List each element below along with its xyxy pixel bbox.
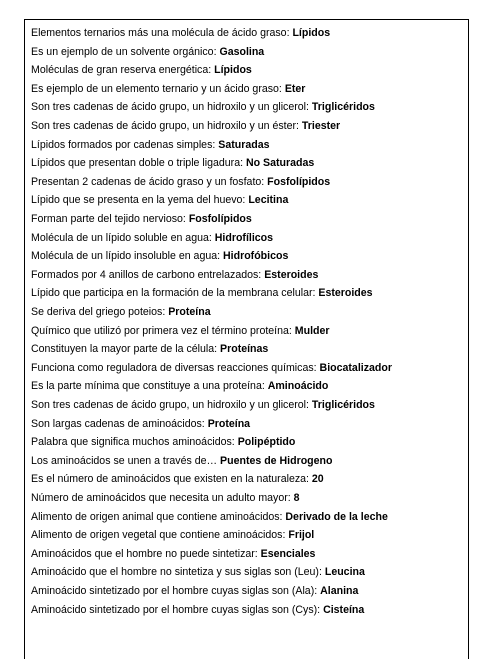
question-text: Forman parte del tejido nervioso: bbox=[31, 213, 189, 225]
answer-text: No Saturadas bbox=[245, 157, 315, 170]
text-line bbox=[31, 212, 466, 226]
question-text: Son largas cadenas de aminoácidos: bbox=[31, 417, 208, 430]
text-line bbox=[31, 324, 466, 338]
answer-text: Proteína bbox=[207, 417, 251, 430]
answer-text: Eter bbox=[284, 82, 306, 95]
text-line bbox=[31, 435, 466, 449]
question-text: Lípidos formados por cadenas simples: bbox=[31, 138, 219, 151]
text-line bbox=[31, 454, 466, 468]
answer-text: Esteroides bbox=[264, 268, 319, 281]
answer-text: Aminoácido bbox=[267, 380, 329, 393]
text-line bbox=[31, 584, 466, 598]
text-line bbox=[31, 342, 466, 356]
answer-text: Polipéptido bbox=[237, 436, 296, 449]
text-line bbox=[31, 286, 466, 300]
question-text: Alimento de origen vegetal que contiene aminoácidos: bbox=[31, 529, 289, 542]
answer-text: Alanina bbox=[320, 585, 359, 597]
text-line bbox=[31, 491, 466, 505]
question-text: Aminoácido sintetizado por el hombre cuyas siglas son (Cys): bbox=[31, 603, 324, 616]
text-line bbox=[31, 547, 466, 561]
answer-text: Esenciales bbox=[260, 547, 316, 560]
text-line bbox=[31, 26, 466, 40]
question-text: Es ejemplo de un elemento ternario y un ácido graso: bbox=[31, 82, 285, 95]
question-text: Palabra que significa muchos aminoácidos: bbox=[31, 436, 238, 449]
text-line bbox=[31, 119, 466, 133]
question-text: Es el número de aminoácidos que existen en la naturaleza: bbox=[31, 473, 312, 486]
text-line bbox=[31, 193, 466, 207]
question-text: Molécula de un lípido soluble en agua: bbox=[31, 231, 215, 244]
question-text: Los aminoácidos se unen a través de… bbox=[31, 454, 221, 467]
question-text: Constituyen la mayor parte de la célula: bbox=[31, 343, 221, 356]
question-text: Funciona como reguladora de diversas reacciones químicas: bbox=[31, 361, 320, 374]
question-text: Lípido que participa en la formación de la membrana celular: bbox=[31, 287, 319, 300]
question-text: Aminoácido sintetizado por el hombre cuyas siglas son (Ala): bbox=[31, 585, 321, 597]
question-text: Número de aminoácidos que necesita un adulto mayor: bbox=[31, 492, 294, 504]
question-text: Presentan 2 cadenas de ácido graso y un fosfato: bbox=[31, 175, 268, 188]
answer-text: Leucina bbox=[324, 566, 365, 579]
text-line bbox=[31, 361, 466, 375]
question-text: Es un ejemplo de un solvente orgánico: bbox=[31, 45, 220, 58]
text-line bbox=[31, 528, 466, 542]
answer-text: Triester bbox=[301, 120, 341, 132]
text-line bbox=[31, 379, 466, 393]
text-line bbox=[31, 417, 466, 431]
answer-text: Mulder bbox=[294, 324, 330, 337]
answer-text: 8 bbox=[293, 492, 300, 504]
text-line bbox=[31, 138, 466, 152]
question-text: Se deriva del griego poteios: bbox=[31, 306, 169, 318]
answer-text: Gasolina bbox=[219, 45, 265, 58]
text-line bbox=[31, 249, 466, 263]
text-line bbox=[31, 63, 466, 77]
answer-text: Frijol bbox=[288, 529, 315, 542]
answer-text: Fosfolípidos bbox=[267, 175, 331, 188]
document-page bbox=[24, 19, 469, 659]
text-line bbox=[31, 565, 466, 579]
text-line bbox=[31, 472, 466, 486]
text-line bbox=[31, 100, 466, 114]
answer-text: Proteína bbox=[168, 306, 211, 318]
answer-text: Hidrofóbicos bbox=[223, 250, 289, 263]
text-line bbox=[31, 398, 466, 412]
answer-text: 20 bbox=[311, 473, 324, 486]
answer-text: Derivado de la leche bbox=[285, 510, 388, 523]
text-line bbox=[31, 45, 466, 59]
question-text: Es la parte mínima que constituye a una proteína: bbox=[31, 380, 268, 393]
question-text: Lípido que se presenta en la yema del huevo: bbox=[31, 194, 249, 207]
question-text: Aminoácido que el hombre no sintetiza y sus siglas son (Leu): bbox=[31, 566, 325, 579]
answer-text: Triglicéridos bbox=[311, 101, 375, 114]
question-text: Alimento de origen animal que contiene aminoácidos: bbox=[31, 510, 286, 523]
question-text: Químico que utilizó por primera vez el término proteína: bbox=[31, 324, 295, 337]
answer-text: Hidrofílicos bbox=[214, 231, 274, 244]
question-text: Lípidos que presentan doble o triple ligadura: bbox=[31, 157, 246, 170]
text-line bbox=[31, 156, 466, 170]
answer-text: Cisteína bbox=[323, 603, 365, 616]
answer-text: Proteínas bbox=[220, 343, 269, 356]
text-line bbox=[31, 231, 466, 245]
answer-text: Puentes de Hidrogeno bbox=[220, 454, 333, 467]
answer-text: Lecitina bbox=[248, 194, 289, 207]
text-line bbox=[31, 82, 466, 96]
text-line bbox=[31, 268, 466, 282]
question-text: Son tres cadenas de ácido grupo, un hidroxilo y un glicerol: bbox=[31, 399, 312, 411]
text-line bbox=[31, 603, 466, 617]
answer-text: Triglicéridos bbox=[311, 399, 375, 411]
answer-text: Fosfolípidos bbox=[188, 213, 252, 225]
text-line bbox=[31, 305, 466, 319]
question-text: Son tres cadenas de ácido grupo, un hidroxilo y un glicerol: bbox=[31, 101, 312, 114]
question-text: Son tres cadenas de ácido grupo, un hidroxilo y un éster: bbox=[31, 120, 302, 132]
text-line bbox=[31, 175, 466, 189]
question-text: Formados por 4 anillos de carbono entrelazados: bbox=[31, 268, 265, 281]
answer-text: Lípidos bbox=[214, 64, 252, 77]
answer-text: Biocatalizador bbox=[319, 361, 392, 374]
answer-text: Lípidos bbox=[292, 27, 331, 39]
answer-text: Esteroides bbox=[318, 287, 373, 300]
question-text: Elementos ternarios más una molécula de ácido graso: bbox=[31, 27, 293, 39]
answer-text: Saturadas bbox=[218, 138, 270, 151]
text-line bbox=[31, 510, 466, 524]
question-text: Molécula de un lípido insoluble en agua: bbox=[31, 250, 224, 263]
question-text: Moléculas de gran reserva energética: bbox=[31, 64, 215, 77]
question-text: Aminoácidos que el hombre no puede sintetizar: bbox=[31, 547, 261, 560]
